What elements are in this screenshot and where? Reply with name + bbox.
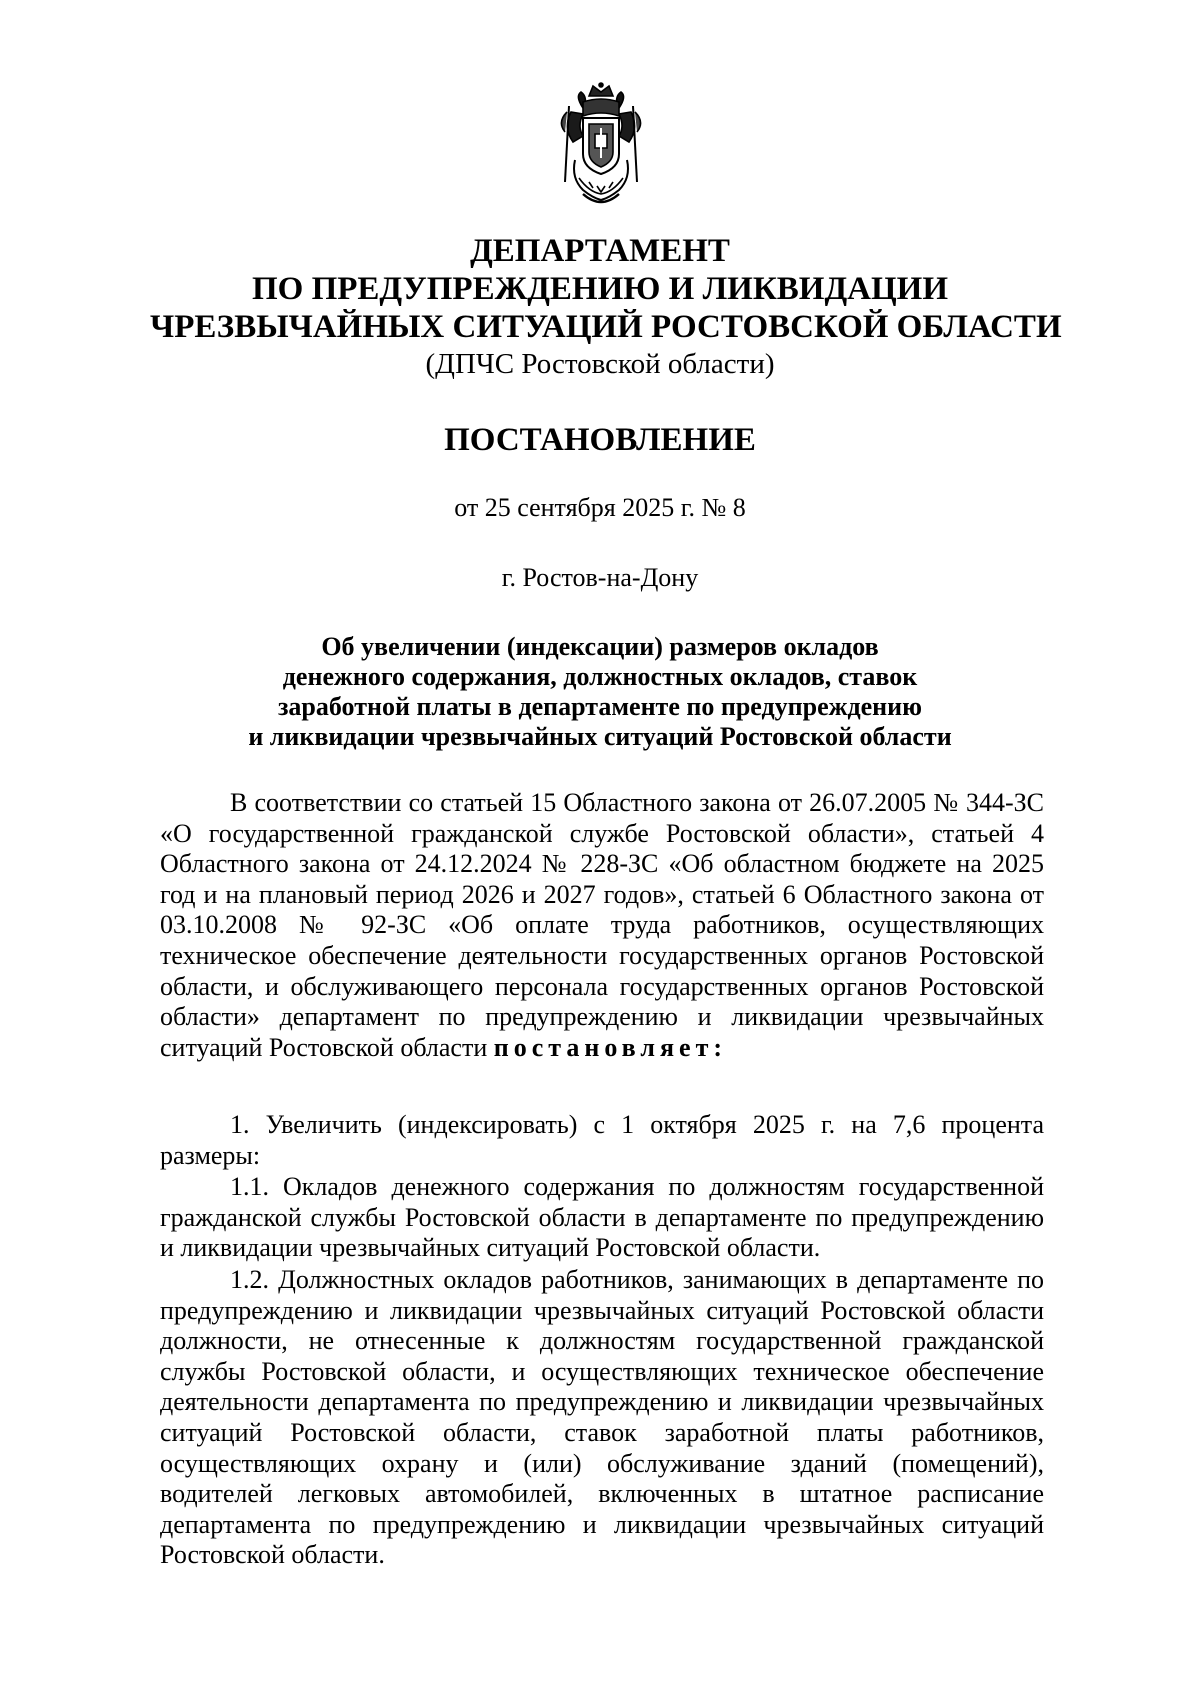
subject-line-4: и ликвидации чрезвычайных ситуаций Ростовской области bbox=[248, 722, 952, 751]
item-1-2-paragraph: 1.2. Должностных окладов работников, занимающих в департаменте по предупреждению и ликвидации чрезвычайных ситуаций Ростовской области должности, не отнесенные к должностям государственной гражданской службы Ростовской области, и осуществляющих техническое обеспечение деятельности департамента по предупреждению и ликвидации чрезвычайных ситуаций Ростовской области, ставок заработной платы работников, осуществляющих охрану и (или) обслуживание зданий (помещений), водителей легковых автомобилей, включенных в штатное расписание департамента по предупреждению и ликвидации чрезвычайных ситуаций Ростовской области. bbox=[160, 1265, 1044, 1570]
document-type: ПОСТАНОВЛЕНИЕ bbox=[444, 422, 756, 458]
org-line-2: ПО ПРЕДУПРЕЖДЕНИЮ И ЛИКВИДАЦИИ bbox=[252, 271, 948, 307]
document-city: г. Ростов-на-Дону bbox=[501, 563, 699, 592]
resolves-word: постановляет: bbox=[493, 1032, 727, 1062]
organization-name bbox=[150, 232, 1062, 346]
preamble-paragraph bbox=[160, 788, 1044, 1063]
item-1-paragraph: 1. Увеличить (индексировать) с 1 октября 2025 г. на 7,6 процента размеры: bbox=[160, 1110, 1044, 1170]
rostov-oblast-coat-of-arms-icon bbox=[553, 82, 649, 210]
org-line-3: ЧРЕЗВЫЧАЙНЫХ СИТУАЦИЙ РОСТОВСКОЙ ОБЛАСТИ bbox=[150, 309, 1062, 345]
organization-short-name: (ДПЧС Ростовской области) bbox=[425, 348, 775, 380]
document-date-number: от 25 сентября 2025 г. № 8 bbox=[454, 493, 746, 522]
document-subject bbox=[150, 632, 1050, 752]
preamble-text: В соответствии со статьей 15 Областного закона от 26.07.2005 № 344-ЗС «О государственной гражданской службе Ростовской области», статьей 4 Областного закона от 24.12.2024 № 228-ЗС «Об областном бюджете на 2025 год и на плановый период 2026 и 2027 годов», статьей 6 Областного закона от 03.10.2008 № 92-ЗС «Об оплате труда работников, осуществляющих техническое обеспечение деятельности государственных органов Ростовской области, и обслуживающего персонала государственных органов Ростовской области» департамент по предупреждению и ликвидации чрезвычайных ситуаций Ростовской области bbox=[160, 788, 1044, 1062]
subject-line-2: денежного содержания, должностных окладов, ставок bbox=[282, 662, 918, 691]
org-line-1: ДЕПАРТАМЕНТ bbox=[470, 233, 730, 269]
subject-line-3: заработной платы в департаменте по предупреждению bbox=[277, 692, 922, 721]
item-1-1-paragraph: 1.1. Окладов денежного содержания по должностям государственной гражданской службы Ростовской области в департаменте по предупреждению и ликвидации чрезвычайных ситуаций Ростовской области. bbox=[160, 1172, 1044, 1263]
subject-line-1: Об увеличении (индексации) размеров окладов bbox=[321, 632, 879, 661]
